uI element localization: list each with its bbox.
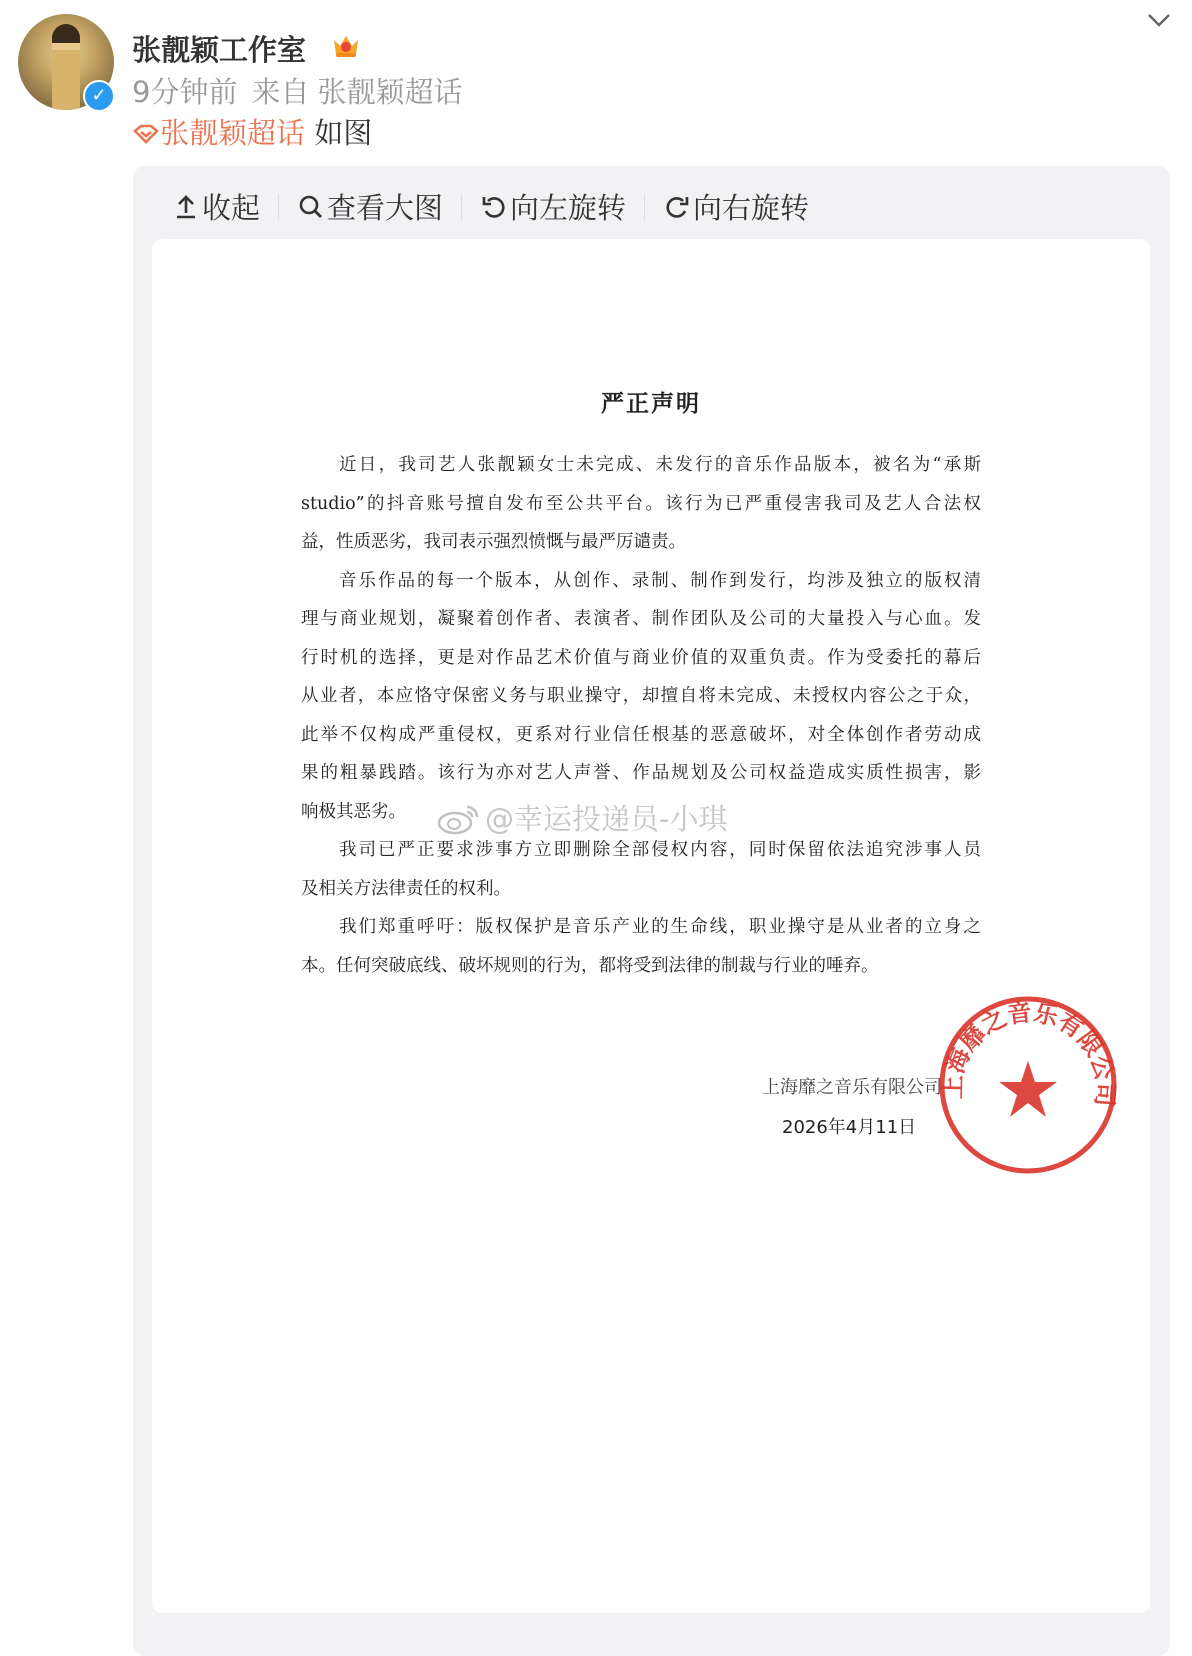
watermark — [437, 797, 727, 838]
crown-badge-icon — [331, 31, 361, 59]
company-name: 上海靡之音乐有限公司 — [762, 1077, 942, 1098]
verified-badge-icon: ✓ — [83, 80, 115, 112]
divider — [278, 194, 279, 220]
rotate-left-label: 向左旋转 — [510, 191, 627, 225]
rotate-right-button[interactable] — [663, 186, 809, 227]
document-line: studio”的抖音账号擅自发布至公共平台。该行为已严重侵害我司及艺人合法权 — [301, 493, 981, 514]
post-text: 如图 — [314, 116, 373, 150]
rotate-left-button[interactable] — [480, 186, 626, 227]
rotate-left-icon — [480, 193, 508, 221]
document-line: 及相关方法律责任的权利。 — [301, 878, 511, 899]
statement-image[interactable] — [152, 239, 1150, 1613]
supertopic-link[interactable] — [132, 116, 305, 150]
source-link[interactable]: 张靓颖超话 — [317, 75, 463, 109]
document-line: 音乐作品的每一个版本，从创作、录制、制作到发行，均涉及独立的版权清 — [339, 570, 981, 591]
view-large-button[interactable] — [297, 186, 443, 227]
divider — [461, 194, 462, 220]
document-body — [301, 446, 981, 985]
document-line: 行时机的选择，更是对作品艺术价值与商业价值的双重负责。作为受委托的幕后 — [301, 647, 981, 668]
rotate-right-label: 向右旋转 — [693, 191, 810, 225]
collapse-button[interactable] — [172, 186, 260, 227]
document-line: 益，性质恶劣，我司表示强烈愤慨与最严厉谴责。 — [301, 532, 686, 552]
post-time: 9分钟前 — [132, 75, 238, 109]
post-meta — [132, 70, 476, 111]
document-line: 本。任何突破底线、破坏规则的行为，都将受到法律的制裁与行业的唾弃。 — [301, 955, 879, 976]
author-name[interactable]: 张靓颖工作室 — [132, 33, 307, 67]
avatar-figure — [52, 24, 80, 110]
document-line: 果的粗暴践踏。该行为亦对艺人声誉、作品规划及公司权益造成实质性损害，影 — [301, 763, 981, 783]
chevron-down-icon[interactable] — [1146, 10, 1172, 30]
weibo-logo-icon — [437, 801, 481, 835]
svg-text:上海靡之音乐有限公司: 上海靡之音乐有限公司 — [938, 998, 1120, 1108]
document-title: 严正声明 — [601, 390, 701, 417]
post-body — [132, 111, 372, 152]
document-line: 近日，我司艺人张靓颖女士未完成、未发行的音乐作品版本，被名为“承斯 — [339, 455, 981, 475]
source-prefix: 来自 — [251, 75, 310, 109]
image-toolbar — [172, 186, 809, 227]
document-line: 此举不仅构成严重侵权，更系对行业信任根基的恶意破坏，对全体创作者劳动成 — [301, 724, 981, 745]
document-line: 我司已严正要求涉事方立即删除全部侵权内容，同时保留依法追究涉事人员 — [339, 840, 981, 860]
rotate-right-icon — [663, 193, 691, 221]
company-seal-stamp — [934, 991, 1122, 1179]
document-line: 理与商业规划，凝聚着创作者、表演者、制作团队及公司的大量投入与心血。发 — [301, 609, 981, 629]
document-line: 从业者，本应恪守保密义务与职业操守，却擅自将未完成、未授权内容公之于众， — [301, 686, 981, 706]
divider — [644, 194, 645, 220]
watermark-text: @幸运投递员-小琪 — [485, 802, 728, 836]
supertopic-label: 张靓颖超话 — [160, 116, 306, 150]
statement-date: 2026年4月11日 — [782, 1117, 917, 1138]
supertopic-icon — [132, 123, 160, 145]
document-line: 我们郑重呼吁：版权保护是音乐产业的生命线，职业操守是从业者的立身之 — [339, 917, 981, 937]
view-large-label: 查看大图 — [327, 191, 444, 225]
collapse-icon — [172, 193, 200, 221]
collapse-label: 收起 — [202, 191, 261, 225]
search-icon — [297, 193, 325, 221]
document-line: 响极其恶劣。 — [301, 801, 406, 822]
